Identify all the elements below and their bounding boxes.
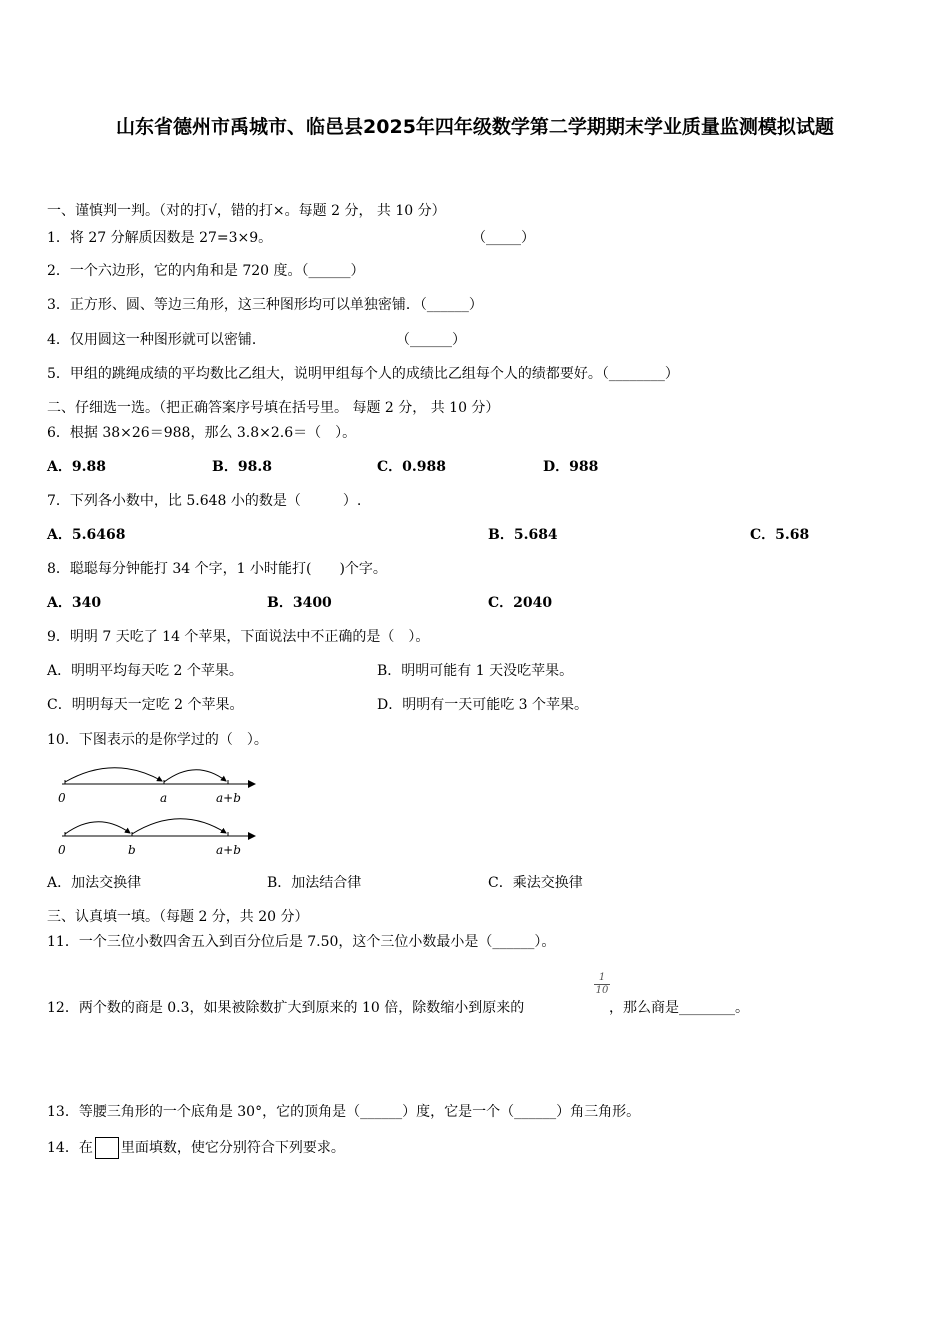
line2-label-0: 0 bbox=[58, 843, 66, 857]
arc-a2 bbox=[132, 819, 226, 834]
question-10: 10．下图表示的是你学过的（ ）。 bbox=[47, 732, 268, 748]
fill-in-box[interactable] bbox=[95, 1137, 119, 1159]
arc-b2 bbox=[65, 822, 130, 834]
question-11: 11．一个三位小数四舍五入到百分位后是 7.50，这个三位小数最小是（______）。 bbox=[47, 934, 556, 950]
q9-option-d[interactable]: D．明明有一天可能吃 3 个苹果。 bbox=[377, 697, 589, 713]
question-3: 3．正方形、圆、等边三角形，这三种图形均可以单独密铺．（______） bbox=[47, 297, 483, 313]
question-13: 13．等腰三角形的一个底角是 30°，它的顶角是（______）度，它是一个（______）角三角形。 bbox=[47, 1104, 641, 1120]
q10-option-c[interactable]: C．乘法交换律 bbox=[488, 875, 583, 891]
q10-option-b[interactable]: B．加法结合律 bbox=[267, 875, 362, 891]
q9-option-a[interactable]: A．明明平均每天吃 2 个苹果。 bbox=[47, 663, 243, 679]
q9-option-c[interactable]: C．明明每天一定吃 2 个苹果。 bbox=[47, 697, 244, 713]
question-4: 4．仅用圆这一种图形就可以密铺． bbox=[47, 332, 266, 348]
q6-option-a[interactable]: A．9.88 bbox=[47, 459, 106, 475]
line2-label-b: b bbox=[128, 843, 136, 857]
q6-option-d[interactable]: D．988 bbox=[543, 459, 599, 475]
line1-label-0: 0 bbox=[58, 791, 66, 805]
section3-heading: 三、认真填一填。（每题 2 分，共 20 分） bbox=[47, 909, 309, 925]
question-12-part1: 12．两个数的商是 0.3，如果被除数扩大到原来的 10 倍，除数缩小到原来的 bbox=[47, 1000, 525, 1016]
q7-option-a[interactable]: A．5.6468 bbox=[47, 527, 126, 543]
question-9: 9．明明 7 天吃了 14 个苹果，下面说法中不正确的是（ ）。 bbox=[47, 629, 430, 645]
q7-option-b[interactable]: B．5.684 bbox=[488, 527, 558, 543]
fraction-one-tenth bbox=[594, 972, 610, 997]
arc-b bbox=[164, 770, 226, 782]
section1-heading: 一、谨慎判一判。（对的打√，错的打×。每题 2 分， 共 10 分） bbox=[47, 203, 446, 219]
question-4-blank[interactable]: （______） bbox=[396, 332, 466, 348]
q9-option-b[interactable]: B．明明可能有 1 天没吃苹果。 bbox=[377, 663, 574, 679]
section2-heading: 二、仔细选一选。（把正确答案序号填在括号里。 每题 2 分， 共 10 分） bbox=[47, 400, 500, 416]
q8-option-b[interactable]: B．3400 bbox=[267, 595, 332, 611]
line2-label-ab: a+b bbox=[216, 843, 241, 857]
arc-a bbox=[65, 768, 162, 782]
line1-label-a: a bbox=[160, 791, 168, 805]
number-line-diagram bbox=[50, 760, 270, 865]
q7-option-c[interactable]: C．5.68 bbox=[750, 527, 810, 543]
line1-label-ab: a+b bbox=[216, 791, 241, 805]
question-12-part2: ，那么商是________。 bbox=[609, 1000, 749, 1016]
page-title: 山东省德州市禹城市、临邑县2025年四年级数学第二学期期末学业质量监测模拟试题 bbox=[116, 116, 834, 138]
question-14-part2: 里面填数，使它分别符合下列要求。 bbox=[120, 1140, 345, 1156]
question-2: 2．一个六边形，它的内角和是 720 度。（______） bbox=[47, 263, 365, 279]
question-1: 1．将 27 分解质因数是 27=3×9。 bbox=[47, 230, 273, 246]
question-5: 5．甲组的跳绳成绩的平均数比乙组大，说明甲组每个人的成绩比乙组每个人的绩都要好。（________） bbox=[47, 366, 679, 382]
question-7: 7．下列各小数中，比 5.648 小的数是（ ）. bbox=[47, 493, 362, 509]
question-1-blank[interactable]: （_____） bbox=[472, 230, 535, 246]
question-8: 8．聪聪每分钟能打 34 个字，1 小时能打( )个字。 bbox=[47, 561, 387, 577]
q6-option-c[interactable]: C．0.988 bbox=[377, 459, 446, 475]
q8-option-a[interactable]: A．340 bbox=[47, 595, 102, 611]
question-6: 6．根据 38×26＝988，那么 3.8×2.6＝（ ）。 bbox=[47, 425, 357, 441]
q10-option-a[interactable]: A．加法交换律 bbox=[47, 875, 142, 891]
fraction-numerator: 1 bbox=[598, 972, 606, 983]
q8-option-c[interactable]: C．2040 bbox=[488, 595, 553, 611]
question-14 bbox=[47, 1137, 345, 1159]
q6-option-b[interactable]: B．98.8 bbox=[212, 459, 272, 475]
question-14-part1: 14．在 bbox=[47, 1140, 93, 1156]
fraction-denominator: 10 bbox=[595, 985, 609, 996]
